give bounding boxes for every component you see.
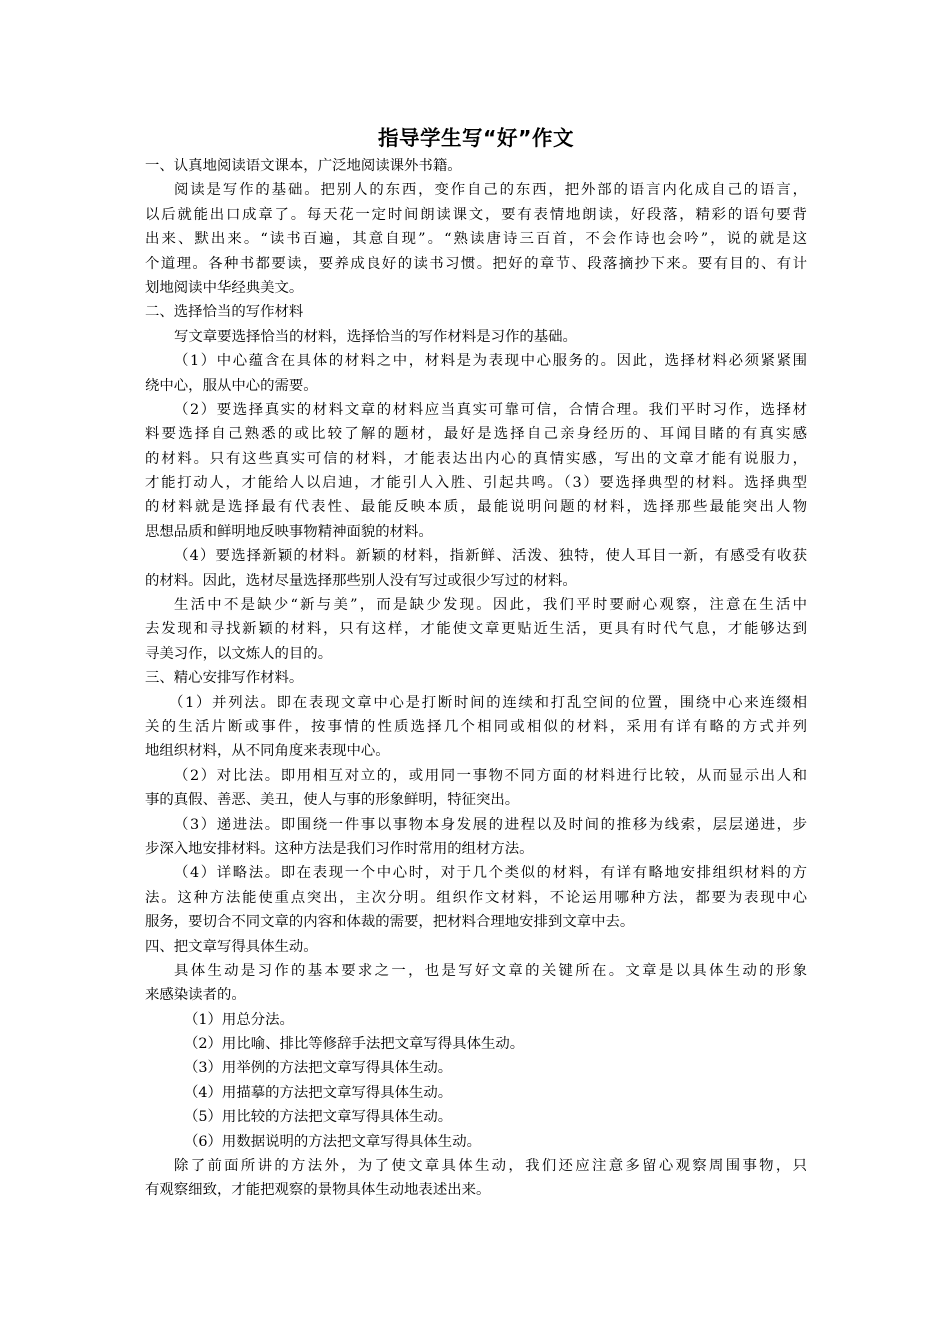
document-page <box>145 122 807 1203</box>
paragraph-line: 服务，要切合不同文章的内容和体裁的需要，把材料合理地安排到文章中去。 <box>145 914 635 931</box>
paragraph-line: 有观察细致，才能把观察的景物具体生动地表述出来。 <box>145 1182 491 1199</box>
paragraph-line: 地组织材料，从不同角度来表现中心。 <box>145 743 390 760</box>
list-item: （2）用比喻、排比等修辞手法把文章写得具体生动。 <box>184 1036 525 1053</box>
paragraph-line: 法。这种方法能使重点突出，主次分明。组织作文材料，不论运用哪种方法，都要为表现中心 <box>145 889 807 906</box>
list-item: （1）用总分法。 <box>184 1011 294 1028</box>
heading-4: 四、把文章写得具体生动。 <box>145 938 318 955</box>
paragraph-line: 除了前面所讲的方法外，为了使文章具体生动，我们还应注意多留心观察周围事物，只 <box>174 1158 807 1175</box>
paragraph-line: 去发现和寻找新颖的材料，只有这样，才能使文章更贴近生活，更具有时代气息，才能够达到 <box>145 621 807 638</box>
paragraph-line: 划地阅读中华经典美文。 <box>145 279 304 296</box>
paragraph-line: 个道理。各种书都要读，要养成良好的读书习惯。把好的章节、段落摘抄下来。要有目的、有计 <box>145 255 807 272</box>
paragraph-line: （4）要选择新颖的材料。新颖的材料，指新鲜、活泼、独特，使人耳目一新，有感受有收获 <box>174 548 807 565</box>
paragraph-line: 写文章要选择恰当的材料，选择恰当的写作材料是习作的基础。 <box>174 328 577 345</box>
paragraph-line: 料要选择自己熟悉的或比较了解的题材，最好是选择自己亲身经历的、耳闻目睹的有真实感 <box>145 426 807 443</box>
heading-3: 三、精心安排写作材料。 <box>145 670 304 687</box>
document-title: 指导学生写“好”作文 <box>378 126 574 150</box>
paragraph-line: （1）中心蕴含在具体的材料之中，材料是为表现中心服务的。因此，选择材料必须紧紧围 <box>174 353 807 370</box>
list-item: （6）用数据说明的方法把文章写得具体生动。 <box>184 1133 481 1150</box>
paragraph-line: 阅读是写作的基础。把别人的东西，变作自己的东西，把外部的语言内化成自己的语言， <box>174 182 807 199</box>
list-item: （4）用描摹的方法把文章写得具体生动。 <box>184 1084 453 1101</box>
heading-2: 二、选择恰当的写作材料 <box>145 304 304 321</box>
paragraph-line: 以后就能出口成章了。每天花一定时间朗读课文，要有表情地朗读，好段落，精彩的语句要背 <box>145 206 807 223</box>
paragraph-line: 的材料就是选择最有代表性、最能反映本质，最能说明问题的材料，选择那些最能突出人物 <box>145 499 807 516</box>
paragraph-line: 步深入地安排材料。这种方法是我们习作时常用的组材方法。 <box>145 840 534 857</box>
paragraph-line: （4）详略法。即在表现一个中心时，对于几个类似的材料，有详有略地安排组织材料的方 <box>174 865 807 882</box>
paragraph-line: 关的生活片断或事件，按事情的性质选择几个相同或相似的材料，采用有详有略的方式并列 <box>145 718 807 735</box>
paragraph-line: （2）对比法。即用相互对立的，或用同一事物不同方面的材料进行比较，从而显示出人和 <box>174 767 807 784</box>
paragraph-line: 寻美习作，以文炼人的目的。 <box>145 645 333 662</box>
paragraph-line: 思想品质和鲜明地反映事物精神面貌的材料。 <box>145 523 433 540</box>
paragraph-line: 事的真假、善恶、美丑，使人与事的形象鲜明，特征突出。 <box>145 792 520 809</box>
paragraph-line: 具体生动是习作的基本要求之一，也是写好文章的关键所在。文章是以具体生动的形象 <box>174 962 807 979</box>
paragraph-line: （1）并列法。即在表现文章中心是打断时间的连续和打乱空间的位置，围绕中心来连缀相 <box>169 694 807 711</box>
paragraph-line: 来感染读者的。 <box>145 987 246 1004</box>
paragraph-line: （3）递进法。即围绕一件事以事物本身发展的进程以及时间的推移为线索，层层递进，步 <box>174 816 807 833</box>
heading-1: 一、认真地阅读语文课本，广泛地阅读课外书籍。 <box>145 158 462 174</box>
list-item: （5）用比较的方法把文章写得具体生动。 <box>184 1109 453 1126</box>
paragraph-line: 的材料。只有这些真实可信的材料，才能表达出内心的真情实感，写出的文章才能有说服力， <box>145 450 807 467</box>
paragraph-line: 的材料。因此，选材尽量选择那些别人没有写过或很少写过的材料。 <box>145 572 577 589</box>
paragraph-line: 才能打动人，才能给人以启迪，才能引人入胜、引起共鸣。（3）要选择典型的材料。选择典型 <box>145 475 807 492</box>
list-item: （3）用举例的方法把文章写得具体生动。 <box>184 1060 453 1077</box>
paragraph-line: 生活中不是缺少“新与美”，而是缺少发现。因此，我们平时要耐心观察，注意在生活中 <box>174 597 807 614</box>
paragraph-line: 出来、默出来。“读书百遍，其意自现”。“熟读唐诗三百首，不会作诗也会吟”，说的就是这 <box>145 231 807 248</box>
paragraph-line: 绕中心，服从中心的需要。 <box>145 377 318 394</box>
paragraph-line: （2）要选择真实的材料文章的材料应当真实可靠可信，合情合理。我们平时习作，选择材 <box>174 401 807 418</box>
